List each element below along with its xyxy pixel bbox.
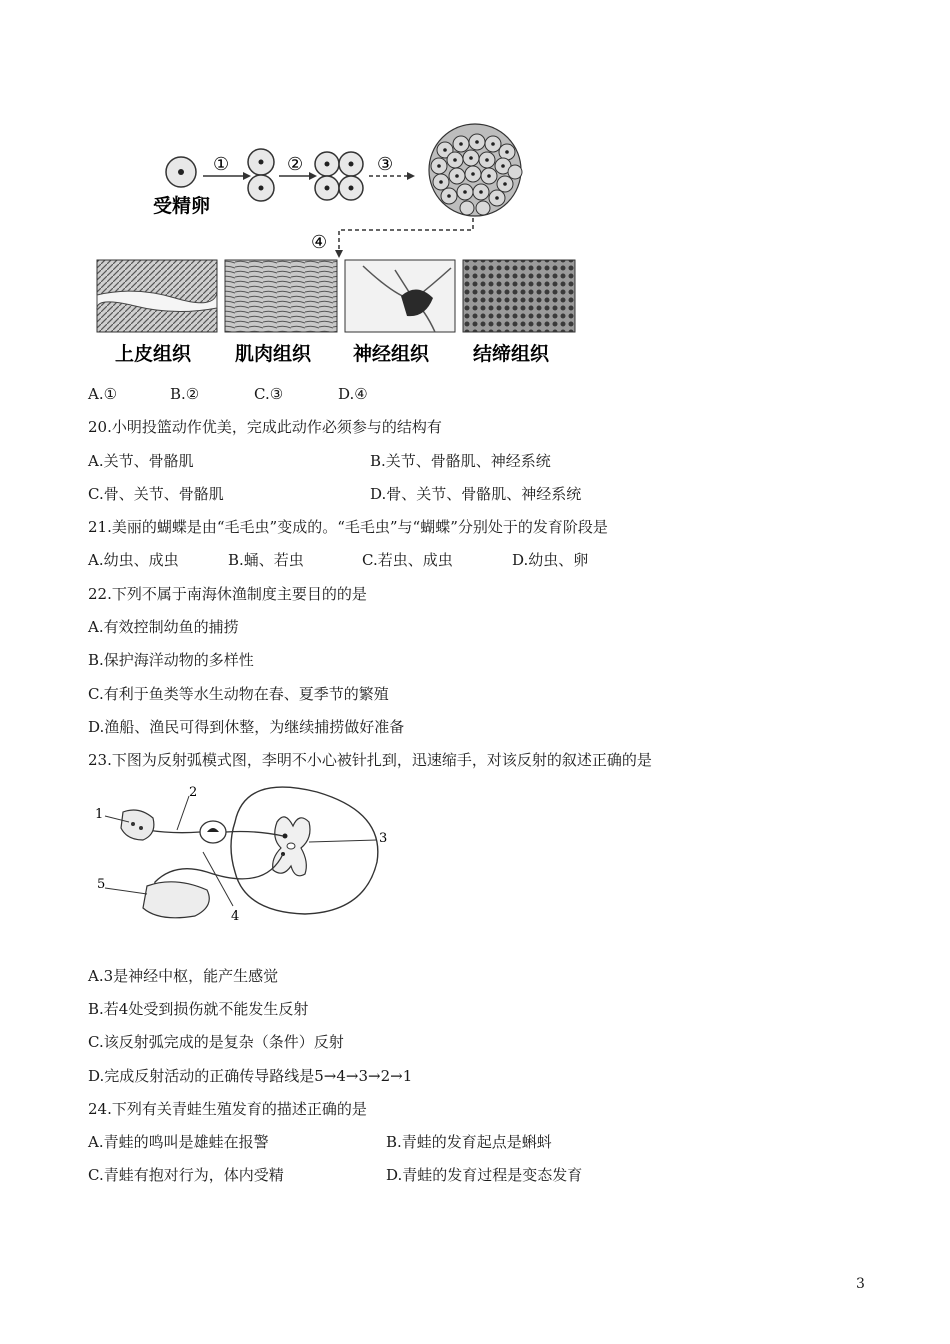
- q19-option-b: B.②: [170, 385, 200, 403]
- nervous-tissue-image: [345, 260, 455, 332]
- muscle-tissue-image: [225, 260, 337, 332]
- q21-stem: 21.美丽的蝴蝶是由“毛毛虫”变成的。“毛毛虫”与“蝴蝶”分别处于的发育阶段是: [88, 518, 608, 536]
- q20-option-a: A.关节、骨骼肌: [88, 452, 194, 470]
- q21-option-a: A.幼虫、成虫: [88, 551, 179, 569]
- step-1-label: ①: [213, 154, 230, 175]
- reflex-label-1: 1: [95, 807, 104, 822]
- step-2-label: ②: [287, 154, 304, 175]
- receptor: [121, 810, 154, 840]
- q24-option-c: C.青蛙有抱对行为，体内受精: [88, 1166, 284, 1184]
- q22-option-b: B.保护海洋动物的多样性: [88, 651, 254, 669]
- four-cell-stage: [315, 152, 363, 200]
- q23-option-d: D.完成反射活动的正确传导路线是5→4→3→2→1: [88, 1067, 413, 1085]
- q24-option-a: A.青蛙的鸣叫是雄蛙在报警: [88, 1133, 269, 1151]
- q20-option-c: C.骨、关节、骨骼肌: [88, 485, 224, 503]
- ganglion: [200, 821, 226, 843]
- q19-option-c: C.③: [254, 385, 284, 403]
- fertilized-egg: [166, 157, 196, 187]
- q24-option-d: D.青蛙的发育过程是变态发育: [386, 1166, 583, 1184]
- tissue-label-connective: 结缔组织: [473, 343, 550, 365]
- q24-stem: 24.下列有关青蛙生殖发育的描述正确的是: [88, 1100, 367, 1118]
- reflex-label-2: 2: [189, 785, 198, 800]
- page-number: 3: [856, 1276, 865, 1292]
- tissue-label-nervous: 神经组织: [353, 343, 430, 365]
- tissue-label-muscle: 肌肉组织: [235, 343, 312, 365]
- reflex-arc-figure: [95, 782, 395, 922]
- q19-option-d: D.④: [338, 385, 368, 403]
- connective-tissue-image: [463, 260, 575, 332]
- step-4-label: ④: [311, 232, 328, 253]
- two-cell-stage: [248, 149, 274, 201]
- q21-option-b: B.蛹、若虫: [228, 551, 304, 569]
- fertilized-egg-label: 受精卵: [153, 195, 211, 217]
- reflex-label-5: 5: [97, 877, 106, 892]
- q22-stem: 22.下列不属于南海休渔制度主要目的的是: [88, 585, 367, 603]
- cell-differentiation-figure: [95, 120, 585, 370]
- q22-option-c: C.有利于鱼类等水生动物在春、夏季节的繁殖: [88, 685, 389, 703]
- q23-option-c: C.该反射弧完成的是复杂（条件）反射: [88, 1033, 344, 1051]
- step-3-label: ③: [377, 154, 394, 175]
- q21-option-d: D.幼虫、卵: [512, 551, 589, 569]
- q22-option-d: D.渔船、渔民可得到休整，为继续捕捞做好准备: [88, 718, 405, 736]
- q23-option-b: B.若4处受到损伤就不能发生反射: [88, 1000, 309, 1018]
- reflex-label-4: 4: [231, 909, 240, 922]
- effector: [143, 882, 209, 918]
- q20-stem: 20.小明投篮动作优美，完成此动作必须参与的结构有: [88, 418, 442, 436]
- q22-option-a: A.有效控制幼鱼的捕捞: [88, 618, 239, 636]
- q23-option-a: A.3是神经中枢，能产生感觉: [88, 967, 279, 985]
- q20-option-b: B.关节、骨骼肌、神经系统: [370, 452, 551, 470]
- epithelial-tissue-image: [97, 260, 217, 332]
- q20-option-d: D.骨、关节、骨骼肌、神经系统: [370, 485, 582, 503]
- q19-option-a: A.①: [88, 385, 118, 403]
- q21-option-c: C.若虫、成虫: [362, 551, 453, 569]
- tissue-label-epithelial: 上皮组织: [115, 343, 192, 365]
- reflex-label-3: 3: [379, 831, 388, 846]
- cell-mass: [429, 124, 522, 216]
- spinal-cord: [231, 787, 378, 914]
- q23-stem: 23.下图为反射弧模式图，李明不小心被针扎到，迅速缩手，对该反射的叙述正确的是: [88, 751, 652, 769]
- q24-option-b: B.青蛙的发育起点是蝌蚪: [386, 1133, 552, 1151]
